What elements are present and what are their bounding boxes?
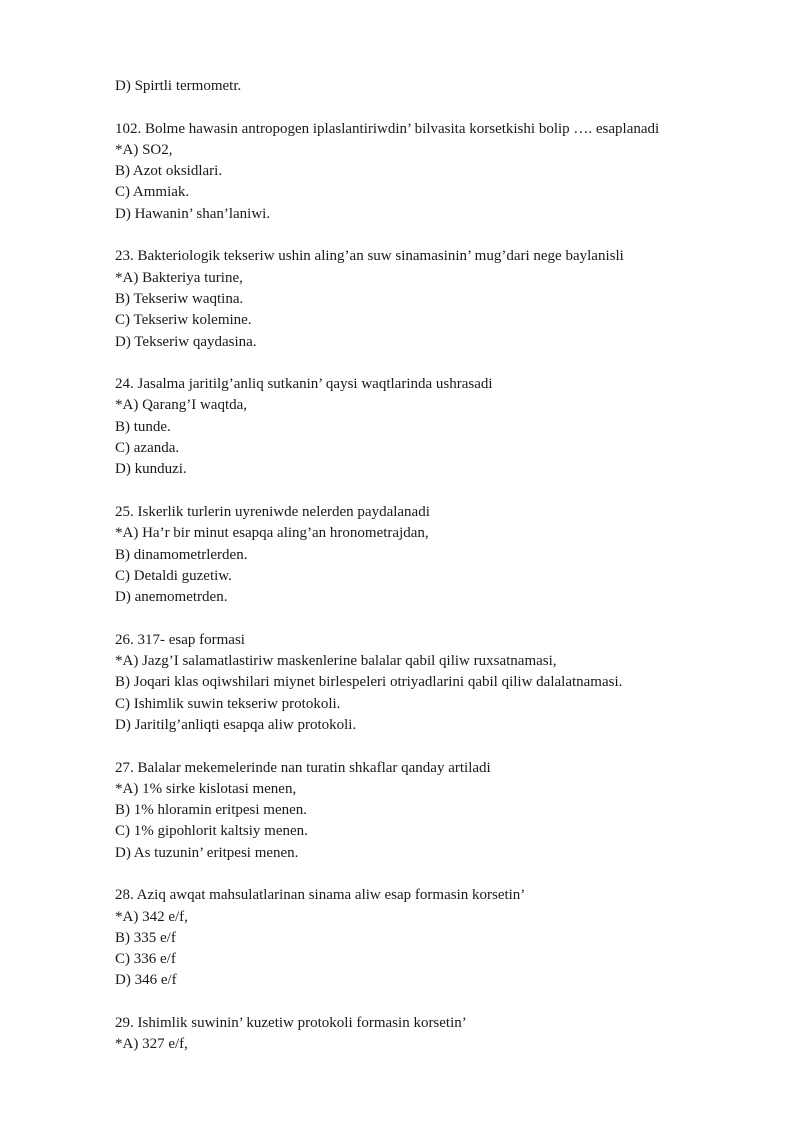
answer-option: C) Ammiak. — [115, 184, 190, 201]
question-block — [115, 1013, 755, 1056]
answer-option: B) dinamometrlerden. — [115, 546, 248, 563]
spacer — [115, 353, 755, 374]
spacer — [115, 481, 755, 502]
answer-option: D) 346 e/f — [115, 972, 177, 989]
answer-option: C) Ishimlik suwin tekseriw protokoli. — [115, 695, 341, 712]
question-text: 23. Bakteriologik tekseriw ushin aling’an suw sinamasinin’ mug’dari nege baylanisli — [115, 248, 624, 265]
answer-option: *A) 342 e/f, — [115, 908, 188, 925]
spacer — [115, 992, 755, 1013]
answer-option: B) 1% hloramin eritpesi menen. — [115, 802, 308, 819]
question-block — [115, 630, 755, 736]
question-list — [115, 119, 755, 1056]
answer-option: B) tunde. — [115, 418, 171, 435]
question-text: 102. Bolme hawasin antropogen iplaslantiriwdin’ bilvasita korsetkishi bolip …. esaplanadi — [115, 120, 660, 137]
leading-option-line: D) Spirtli termometr. — [115, 78, 242, 94]
answer-option: C) 336 e/f — [115, 951, 176, 968]
question-block — [115, 758, 755, 864]
answer-option: C) azanda. — [115, 440, 180, 457]
spacer — [115, 608, 755, 629]
question-text: 25. Iskerlik turlerin uyreniwde nelerden paydalanadi — [115, 503, 430, 520]
spacer — [115, 864, 755, 885]
answer-option: *A) Qarang’I waqtda, — [115, 397, 248, 414]
question-text: 24. Jasalma jaritilg’anliq sutkanin’ qaysi waqtlarinda ushrasadi — [115, 376, 493, 393]
answer-option: D) Hawanin’ shan’laniwi. — [115, 205, 271, 222]
answer-option: C) Detaldi guzetiw. — [115, 567, 232, 584]
answer-option: B) Tekseriw waqtina. — [115, 290, 244, 307]
answer-option: C) 1% gipohlorit kaltsiy menen. — [115, 823, 308, 840]
answer-option: *A) SO2, — [115, 141, 173, 158]
question-block — [115, 374, 755, 480]
answer-option: B) 335 e/f — [115, 929, 176, 946]
question-block — [115, 246, 755, 352]
answer-option: *A) Ha’r bir minut esapqa aling’an hronometrajdan, — [115, 525, 429, 542]
document-page — [115, 76, 755, 1056]
answer-option: C) Tekseriw kolemine. — [115, 312, 252, 329]
question-text: 28. Aziq awqat mahsulatlarinan sinama aliw esap formasin korsetin’ — [115, 887, 526, 904]
question-text: 29. Ishimlik suwinin’ kuzetiw protokoli formasin korsetin’ — [115, 1015, 467, 1032]
answer-option: *A) Jazg’I salamatlastiriw maskenlerine balalar qabil qiliw ruxsatnamasi, — [115, 653, 557, 670]
answer-option: D) kunduzi. — [115, 461, 187, 478]
question-block — [115, 502, 755, 608]
answer-option: D) As tuzunin’ eritpesi menen. — [115, 844, 299, 861]
answer-option: *A) 1% sirke kislotasi menen, — [115, 780, 297, 797]
question-text: 26. 317- esap formasi — [115, 631, 245, 648]
question-block — [115, 119, 755, 225]
answer-option: *A) Bakteriya turine, — [115, 269, 243, 286]
answer-option: D) Jaritilg’anliqti esapqa aliw protokoli. — [115, 716, 357, 733]
answer-option: D) Tekseriw qaydasina. — [115, 333, 257, 350]
answer-option: *A) 327 e/f, — [115, 1036, 188, 1053]
spacer — [115, 736, 755, 757]
spacer — [115, 97, 755, 118]
answer-option: B) Azot oksidlari. — [115, 163, 223, 180]
answer-option: B) Joqari klas oqiwshilari miynet birlespeleri otriyadlarini qabil qiliw dalalatnamasi. — [115, 674, 623, 691]
spacer — [115, 225, 755, 246]
answer-option: D) anemometrden. — [115, 589, 228, 606]
question-text: 27. Balalar mekemelerinde nan turatin shkaflar qanday artiladi — [115, 759, 491, 776]
question-block — [115, 885, 755, 991]
